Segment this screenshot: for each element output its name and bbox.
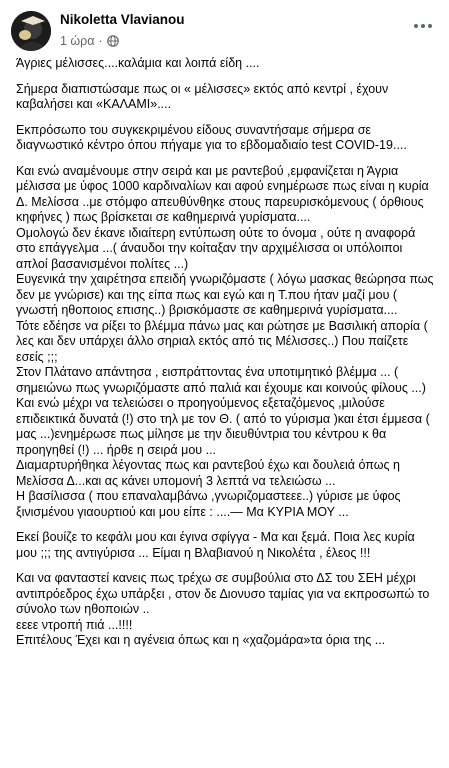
post-paragraph: Εκεί βουίζε το κεφάλι μου και έγινα σφίγγα - Μα και ξεμά. Ποια λες κυρία μου ;;; της αντιγύρισα ... Είμαι η Βλαβιανού η Νικολέτα , έλεος !!! (16, 530, 415, 560)
post-paragraph: Και ενώ αναμένουμε στην σειρά και με ραντεβού ,εμφανίζεται η Άγρια μέλισσα με ύφος 1000 καρδιναλίων και αφού ενημέρωσε πως είναι η κυρία Δ. Μελίσσα ..με στόμφο απευθύνθηκε στους παρευρισκόμενους ( όρθιους κηφήνες ) πως βρίσκεται σε καθημερινά γυρίσματα.... Ομολογώ δεν έκανε ιδιαίτερη εντύπωση ούτε το όνομα , ούτε η αναφορά στο επάγγελμα ...( άναυδοι την κοίταξαν την αρχιμέλισσα οι υπόλοιποι απλοί βασανισμένοι πολίτες ...) Ευγενικά την χαιρέτησα επειδή γνωριζόμαστε ( λόγω μασκας θεώρησα πως δεν με γνώρισε) και της είπα πως και εγώ και η Τ.που ήταν μαζί μου ( γνωστή ηθοποιος επισης..) βρισκόμαστε σε καθημερινά γυρίσματα.... Τότε εδέησε να ρίξει το βλέμμα πάνω μας και ρώτησε με Βασιλική απορία ( λες και δεν υπάρχει άλλο σηριαλ εκτός από τις Μέλισσες..) Που παίζετε εσείς ;;; Στον Πλάτανο απάντησα , εισπράττοντας ένα υποτιμητικό βλέμμα ... ( σημειώνω πως γνωριζόμαστε από παλιά και έχουμε και κοινούς φίλους ...) Και ενώ μέχρι να τελειώσει ο προηγούμενος εξεταζόμενος ,μιλούσε επιδεικτικά δυνατά (!) στο τηλ με τον Θ. ( από το γύρισμα )και έτσι έμμεσα ( μας ...)ενημέρωσε πως μίλησε με την διευθύντρια του κέντρου κ θα προηγηθεί (!) ... ήρθε η σειρά μου ... Διαμαρτυρήθηκα λέγοντας πως και ραντεβού έχω και δουλειά όπως η Μελίσσα Δ...και ας κάνει υπομονή 3 λεπτά να τελειώσω ... Η βασίλισσα ( που επαναλαμβάνω ,γνωριζομαστεεε..) γύρισε με ύφος ξινισμένου γιαουρτιού και μου είπε : ....— Μα ΚΥΡΙΑ ΜΟΥ ... (16, 163, 434, 519)
post-header (0, 0, 449, 56)
globe-icon (107, 35, 119, 47)
meta-separator: · (98, 34, 103, 48)
more-options-icon[interactable] (409, 16, 437, 36)
author-avatar[interactable] (11, 11, 51, 51)
post-time[interactable]: 1 ώρα (60, 34, 95, 48)
post-paragraph: Σήμερα διαπιστώσαμε πως οι « μέλισσες» εκτός από κεντρί , έχουν καβαλήσει και «ΚΑΛΑΜΙ».... (16, 81, 389, 111)
author-name[interactable]: Nikoletta Vlavianou (60, 12, 185, 27)
post-body (0, 56, 449, 649)
post-paragraph: Άγριες μέλισσες....καλάμια και λοιπά είδη .... (16, 56, 260, 70)
post-meta (60, 34, 119, 48)
post-paragraph: Και να φανταστεί κανεις πως τρέχω σε συμβούλια στο ΔΣ του ΣΕΗ μέχρι αντιπρόεδρος έχω υπάρξει , στον δε Διονυσο ταμίας για να εκπροσωπώ το σύνολο των ηθοποιών .. εεεε ντροπή πιά ...!!!! Επιτέλους Έχει και η αγένεια όπως και η «χαζομάρα»τα όρια της ... (16, 571, 430, 647)
avatar-image (11, 11, 51, 51)
post-paragraph: Εκπρόσωπο του συγκεκριμένου είδους συναντήσαμε σήμερα σε διαγνωστικό κέντρο όπου πήγαμε για το εβδομαδιαίο test COVID-19.... (16, 122, 407, 152)
